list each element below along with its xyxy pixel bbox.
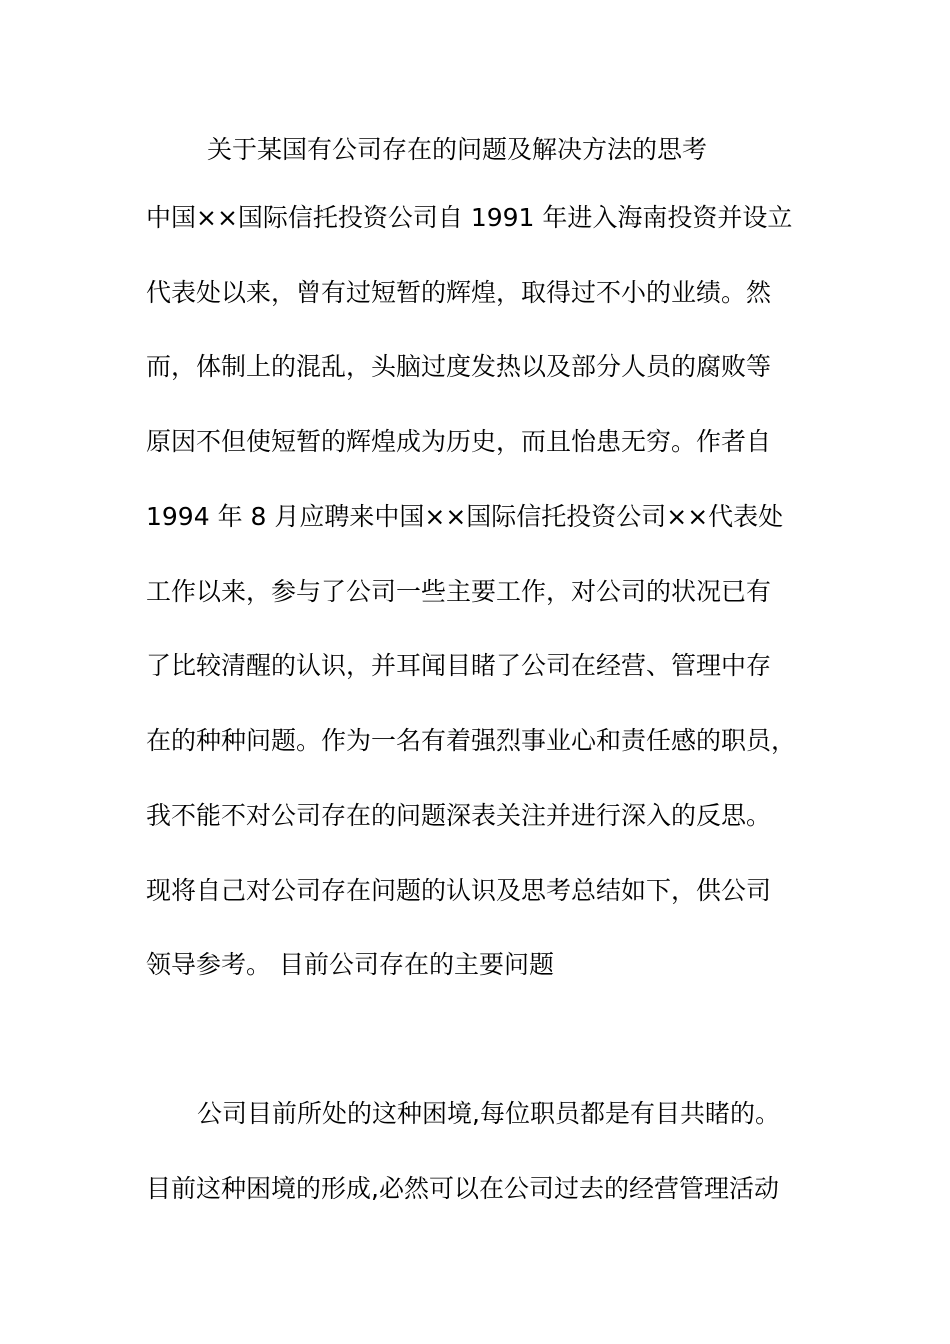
paragraph-line: 原因不但使短暂的辉煌成为历史，而且怡患无穷。作者自	[146, 427, 772, 456]
paragraph-line: 1994 年 8 月应聘来中国××国际信托投资公司××代表处	[146, 502, 784, 531]
paragraph-line: 公司目前所处的这种困境,每位职员都是有目共睹的。	[197, 1099, 780, 1128]
paragraph-line: 中国××国际信托投资公司自 1991 年进入海南投资并设立	[146, 203, 793, 232]
paragraph-line: 了比较清醒的认识，并耳闻目睹了公司在经营、管理中存	[146, 651, 772, 680]
paragraph-line: 我不能不对公司存在的问题深表关注并进行深入的反思。	[146, 801, 772, 830]
paragraph-line: 代表处以来，曾有过短暂的辉煌，取得过不小的业绩。然	[146, 278, 772, 307]
paragraph-line: 而，体制上的混乱，头脑过度发热以及部分人员的腐败等	[146, 352, 772, 381]
document-title: 关于某国有公司存在的问题及解决方法的思考	[207, 135, 708, 164]
paragraph-line: 现将自己对公司存在问题的认识及思考总结如下，供公司	[146, 876, 772, 905]
paragraph-line: 工作以来，参与了公司一些主要工作，对公司的状况已有	[146, 577, 772, 606]
paragraph-line: 领导参考。 目前公司存在的主要问题	[146, 950, 554, 979]
paragraph-line: 在的种种问题。作为一名有着强烈事业心和责任感的职员，	[146, 726, 797, 755]
paragraph-line: 目前这种困境的形成,必然可以在公司过去的经营管理活动	[146, 1174, 779, 1203]
